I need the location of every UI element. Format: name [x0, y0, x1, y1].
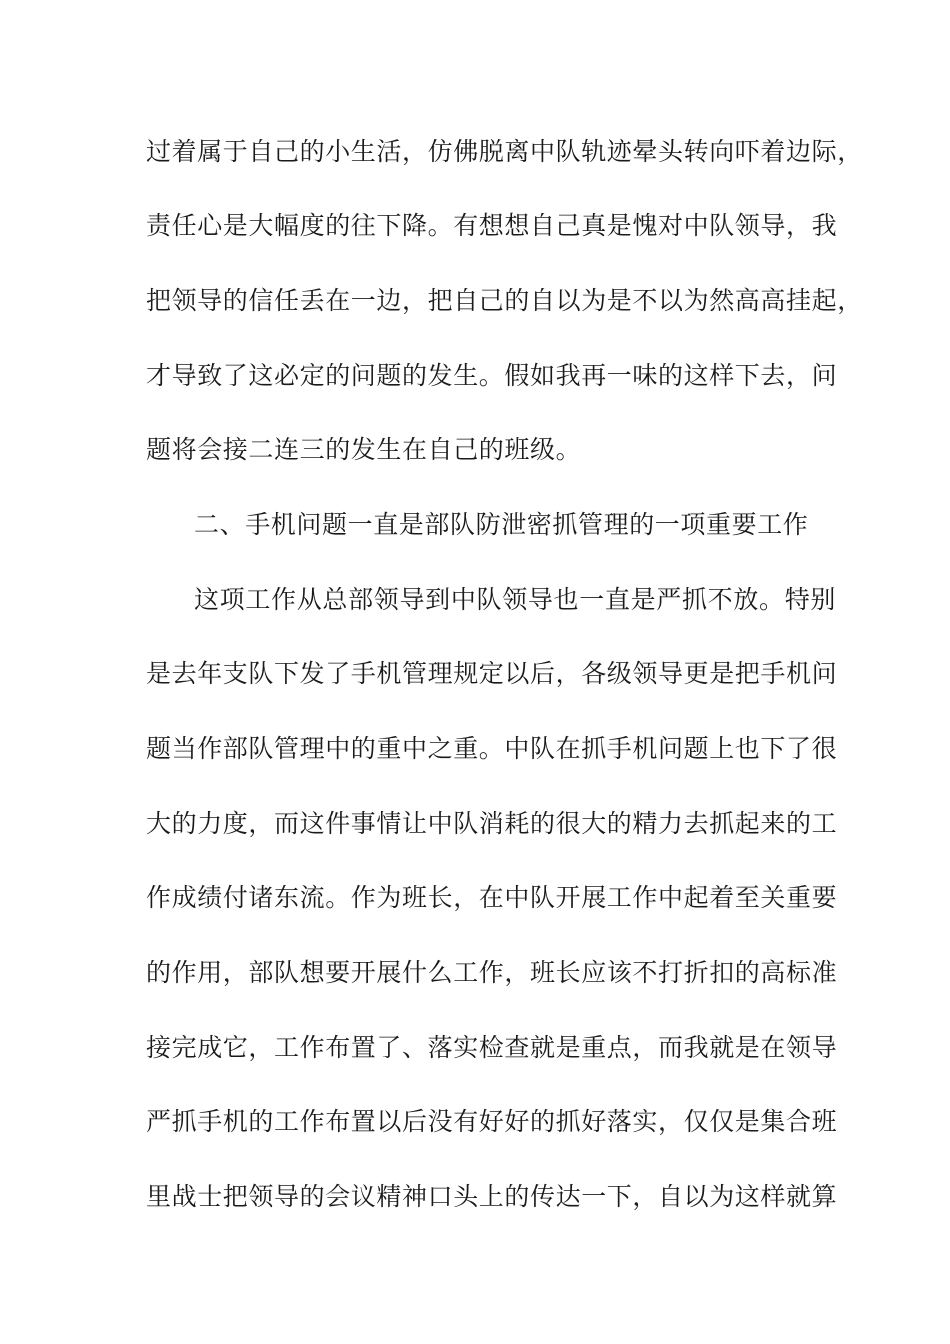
body-text-line: 的作用，部队想要开展什么工作，班长应该不打折扣的高标准	[146, 958, 838, 987]
section-heading: 二、手机问题一直是部队防泄密抓管理的一项重要工作	[194, 510, 809, 539]
body-text-line: 才导致了这必定的问题的发生。假如我再一味的这样下去，问	[146, 361, 838, 390]
body-text-line: 大的力度，而这件事情让中队消耗的很大的精力去抓起来的工	[146, 809, 838, 838]
body-text-line: 作成绩付诸东流。作为班长，在中队开展工作中起着至关重要	[146, 883, 838, 912]
body-text-line: 接完成它，工作布置了、落实检查就是重点，而我就是在领导	[146, 1033, 838, 1062]
body-text-line: 责任心是大幅度的往下降。有想想自己真是愧对中队领导，我	[146, 211, 838, 240]
body-text-line: 里战士把领导的会议精神口头上的传达一下，自以为这样就算	[146, 1182, 838, 1211]
body-text-line: 过着属于自己的小生活，仿佛脱离中队轨迹晕头转向吓着边际，	[146, 137, 863, 166]
body-text-line: 把领导的信任丢在一边，把自己的自以为是不以为然高高挂起，	[146, 286, 863, 315]
body-text-line: 严抓手机的工作布置以后没有好好的抓好落实，仅仅是集合班	[146, 1107, 838, 1136]
body-text-line: 题将会接二连三的发生在自己的班级。	[146, 435, 582, 464]
body-text-line: 是去年支队下发了手机管理规定以后，各级领导更是把手机问	[146, 659, 838, 688]
body-text-line: 题当作部队管理中的重中之重。中队在抓手机问题上也下了很	[146, 734, 838, 763]
body-text-line: 这项工作从总部领导到中队领导也一直是严抓不放。特别	[194, 585, 836, 614]
